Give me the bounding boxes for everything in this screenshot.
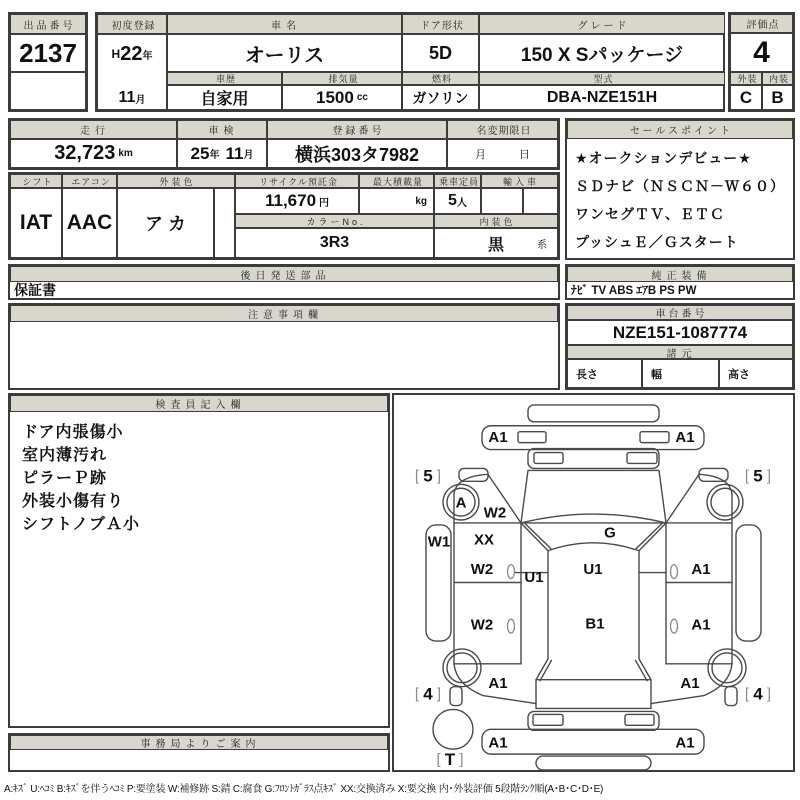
damage-code-rear-bumper-right: A1 [675,734,695,752]
aircon-label: エアコン [62,174,117,188]
tire-tread-front-right: [ 5 ] [744,465,772,485]
exterior-color-value: ア カ [117,188,214,258]
damage-code-left-front-wheel: A [455,494,467,512]
shaken-year: 25 [190,143,210,163]
first-registration-month [98,85,166,110]
import-label: 輸入車 [481,174,558,188]
sales-points-list [575,144,785,256]
mileage-unit: km [118,148,133,159]
damage-code-legend: A:ｷｽﾞ U:ﾍｺﾐ B:ｷｽﾞを伴うﾍｺﾐ P:要塗装 W:補修跡 S:錆 C:腐食 G:ﾌﾛﾝﾄｶﾞﾗｽ点ｷｽﾞ XX:交換済み X:要交換 内･外装評価 5段階ﾗﾝｸ順(A･B･C･D･E) [4,784,604,795]
lot-number-label: 出品番号 [10,14,86,34]
capacity-unit: 人 [456,197,467,209]
first-registration-month-unit: 月 [135,94,146,106]
car-body-outline [426,405,761,770]
inspector-note-line: 室内薄汚れ [22,447,108,464]
fuel-label: 燃料 [402,72,479,85]
lot-number-box [8,12,88,112]
damage-code-right-rear-fender: A1 [680,675,700,693]
equipment-row-box [8,172,560,260]
inspector-note-line: ドア内張傷小 [22,424,124,441]
car-name-label: 車名 [167,14,402,34]
chassis-number-label: 車台番号 [567,305,793,320]
damage-code-front-bumper-left: A1 [488,429,508,447]
first-registration-year-num: 22 [120,42,143,65]
interior-color-suffix: 系 [537,239,547,251]
score-box [728,12,795,112]
chassis-number-value: NZE151-1087774 [567,320,793,345]
shipped-parts-value: 保証書 [14,282,56,298]
history-value: 自家用 [167,85,282,110]
inspector-notes-list [22,421,140,536]
shift-value: IAT [10,188,62,258]
office-info-box [8,733,390,772]
first-registration-era: H [111,47,121,61]
first-registration-year-unit: 年 [142,50,153,62]
damage-code-windshield: G [604,524,616,542]
specs-label: 諸元 [567,345,793,359]
recycle-deposit-value [235,188,359,214]
mileage-label: 走行 [10,120,177,139]
shaken-month: 11 [225,143,244,163]
recycle-deposit-label: リサイクル預託金 [235,174,359,188]
import-cell-2 [523,188,558,214]
spec-height-label: 高さ [719,359,793,388]
aircon-value: AAC [62,188,117,258]
caution-box [8,303,560,390]
shaken-year-unit: 年 [209,150,220,161]
damage-code-left-front-door: W2 [470,561,494,579]
damage-code-right-rear-door: A1 [691,616,711,634]
tire-tread-front-left: [ 5 ] [414,465,442,485]
shaken-month-unit: 月 [243,150,254,161]
damage-code-left-rear-fender: A1 [488,675,508,693]
sales-points-label: セールスポイント [567,120,793,139]
oem-equipment-label: 純正装備 [567,266,793,282]
door-shape-value: 5D [402,34,479,72]
damage-code-roof-rear: B1 [585,615,605,633]
tire-tread-rear-left: [ 4 ] [414,684,442,704]
shaken-label: 車検 [177,120,267,139]
first-registration-label: 初度登録 [97,14,167,34]
score-label: 評価点 [730,14,793,33]
vehicle-info-box [95,12,725,112]
sales-point-line: プッシュＥ／Ｇスタート [575,234,739,250]
spec-width-label: 幅 [642,359,719,388]
interior-color-name: 黒 [487,236,504,254]
grade-label: グレード [479,14,725,34]
lot-number-value: 2137 [10,34,86,72]
capacity-value [434,188,481,214]
interior-grade-value: B [762,85,793,110]
exterior-grade-value: C [730,85,762,110]
inspector-notes-label: 検査員記入欄 [10,395,388,412]
tire-tread-spare: [ T ] [436,749,464,769]
shipped-parts-box [8,264,560,300]
damage-code-left-front-door-upper: XX [473,531,495,549]
recycle-num: 11,670 [264,191,317,210]
registration-number-label: 登録番号 [267,120,447,139]
mileage-row-box [8,118,560,170]
inspector-note-line: ピラーＰ跡 [22,470,108,487]
color-number-value: 3R3 [235,228,434,258]
chassis-specs-box [565,303,795,390]
interior-color-label: 内装色 [434,214,558,228]
name-change-label: 名変期限日 [447,120,558,139]
inspector-notes-box [8,393,390,728]
displacement-value [282,85,402,110]
color-number-label: カラーNo. [235,214,434,228]
caution-label: 注意事項欄 [10,305,558,322]
import-cell-1 [481,188,523,214]
recycle-unit: 円 [319,197,330,209]
exterior-grade-label: 外装 [730,72,762,85]
door-shape-label: ドア形状 [402,14,479,34]
oem-equipment-box [565,264,795,300]
damage-code-left-sill: W1 [427,533,451,551]
shift-label: シフト [10,174,62,188]
first-registration-year [98,35,166,73]
sales-points-box [565,118,795,260]
mileage-num: 32,723 [54,142,116,164]
exterior-color-label: 外装色 [117,174,235,188]
damage-code-rear-bumper-left: A1 [488,734,508,752]
first-registration-month-num: 11 [118,89,136,106]
damage-code-roof-front: U1 [583,561,603,579]
damage-code-left-b-pillar: U1 [524,569,544,587]
damage-code-right-front-door: A1 [691,561,711,579]
inspector-note-line: 外装小傷有り [22,493,125,510]
name-change-value: 月 日 [447,139,558,168]
mileage-value [10,139,177,168]
lot-number-empty-cell [10,72,86,110]
spec-length-label: 長さ [567,359,642,388]
interior-color-value [434,228,558,258]
shaken-value [177,139,267,168]
displacement-num: 1500 [316,87,354,107]
displacement-label: 排気量 [282,72,402,85]
damage-code-front-bumper-right: A1 [675,429,695,447]
car-damage-diagram [394,395,793,770]
interior-grade-label: 内装 [762,72,793,85]
first-registration-cell [97,34,167,110]
oem-equipment-value: ﾅﾋﾞ TV ABS ｴｱB PS PW [571,285,697,297]
tire-tread-rear-right: [ 4 ] [744,684,772,704]
capacity-num: 5 [448,192,457,209]
displacement-unit: cc [356,92,368,103]
car-name-value: オーリス [167,34,402,72]
history-label: 車歴 [167,72,282,85]
capacity-label: 乗車定員 [434,174,481,188]
sales-point-line: ワンセグＴＶ、ＥＴＣ [575,206,725,222]
damage-code-left-front-fender: W2 [483,504,507,522]
max-load-label: 最大積載量 [359,174,434,188]
model-code-label: 型式 [479,72,725,85]
office-info-label: 事務局よりご案内 [10,735,388,750]
registration-number-value: 横浜303タ7982 [267,139,447,168]
exterior-color-code-cell [214,188,235,258]
shipped-parts-label: 後日発送部品 [10,266,558,282]
sales-point-line: ＳＤナビ（ＮＳＣＮ－Ｗ６０） [575,178,785,194]
damage-code-left-rear-door: W2 [470,616,494,634]
max-load-value: kg [359,188,434,214]
score-value: 4 [730,33,793,72]
fuel-value: ガソリン [402,85,479,110]
inspector-note-line: シフトノブＡ小 [22,516,141,533]
model-code-value: DBA-NZE151H [479,85,725,110]
sales-point-line: ★オークションデビュー★ [575,150,752,166]
grade-value: 150 X Sパッケージ [479,34,725,72]
damage-diagram-box [392,393,795,772]
